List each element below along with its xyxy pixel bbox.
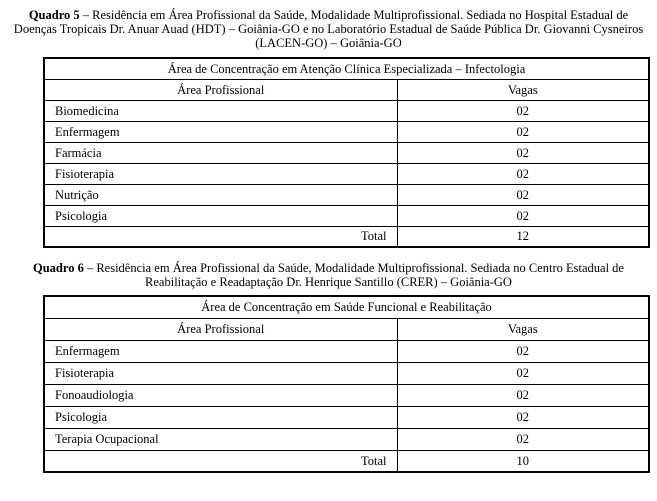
concentration-row <box>44 58 649 79</box>
quadro-5-label: Quadro 5 <box>28 8 80 22</box>
table-row <box>44 142 649 163</box>
quadro-6-table <box>43 295 650 473</box>
column-header-vagas: Vagas <box>397 79 649 100</box>
vagas-cell: 02 <box>397 362 649 384</box>
concentration-header-cell: Área de Concentração em Atenção Clínica Especializada – Infectologia <box>44 58 649 79</box>
vagas-cell: 02 <box>397 184 649 205</box>
total-row <box>44 450 649 472</box>
vagas-cell: 02 <box>397 142 649 163</box>
table-row <box>44 384 649 406</box>
table-row <box>44 362 649 384</box>
total-value-cell: 10 <box>397 450 649 472</box>
column-header-row <box>44 318 649 340</box>
table-row <box>44 184 649 205</box>
quadro-5-table <box>43 57 650 248</box>
area-cell: Farmácia <box>44 142 397 163</box>
vagas-cell: 02 <box>397 406 649 428</box>
column-header-row <box>44 79 649 100</box>
quadro-6-caption-text: – Residência em Área Profissional da Saúde, Modalidade Multiprofissional. Sediada no Centro Estadual de Reabilitação e Readaptação Dr. Henrique Santillo (CRER) – Goiânia-GO <box>86 261 624 289</box>
table-row <box>44 205 649 226</box>
total-label-cell: Total <box>44 226 397 247</box>
table-row <box>44 340 649 362</box>
table-row <box>44 163 649 184</box>
vagas-cell: 02 <box>397 163 649 184</box>
table-row <box>44 100 649 121</box>
area-cell: Fisioterapia <box>44 362 397 384</box>
quadro-6-label: Quadro 6 <box>33 261 84 275</box>
column-header-area: Área Profissional <box>44 79 397 100</box>
quadro-5-caption-text: – Residência em Área Profissional da Saúde, Modalidade Multiprofissional. Sediada no Hospital Estadual de Doenças Tropicais Dr. Anuar Auad (HDT) – Goiânia-GO e no Laboratório Estadual de Saúde Pública Dr. Giovanni Cysneiros (LACEN-GO) – Goiânia-GO <box>13 8 644 50</box>
vagas-cell: 02 <box>397 340 649 362</box>
table-row <box>44 406 649 428</box>
area-cell: Nutrição <box>44 184 397 205</box>
area-cell: Terapia Ocupacional <box>44 428 397 450</box>
quadro-6-caption <box>0 261 657 289</box>
total-label-cell: Total <box>44 450 397 472</box>
total-row <box>44 226 649 247</box>
column-header-area: Área Profissional <box>44 318 397 340</box>
vagas-cell: 02 <box>397 384 649 406</box>
table-row <box>44 428 649 450</box>
document-page <box>0 8 657 501</box>
vagas-cell: 02 <box>397 121 649 142</box>
area-cell: Biomedicina <box>44 100 397 121</box>
concentration-header-cell: Área de Concentração em Saúde Funcional e Reabilitação <box>44 296 649 318</box>
vagas-cell: 02 <box>397 428 649 450</box>
table-row <box>44 121 649 142</box>
column-header-vagas: Vagas <box>397 318 649 340</box>
area-cell: Fisioterapia <box>44 163 397 184</box>
vagas-cell: 02 <box>397 100 649 121</box>
area-cell: Fonoaudiologia <box>44 384 397 406</box>
vagas-cell: 02 <box>397 205 649 226</box>
area-cell: Enfermagem <box>44 340 397 362</box>
concentration-row <box>44 296 649 318</box>
area-cell: Psicologia <box>44 406 397 428</box>
total-value-cell: 12 <box>397 226 649 247</box>
area-cell: Psicologia <box>44 205 397 226</box>
area-cell: Enfermagem <box>44 121 397 142</box>
quadro-5-caption <box>0 8 657 50</box>
